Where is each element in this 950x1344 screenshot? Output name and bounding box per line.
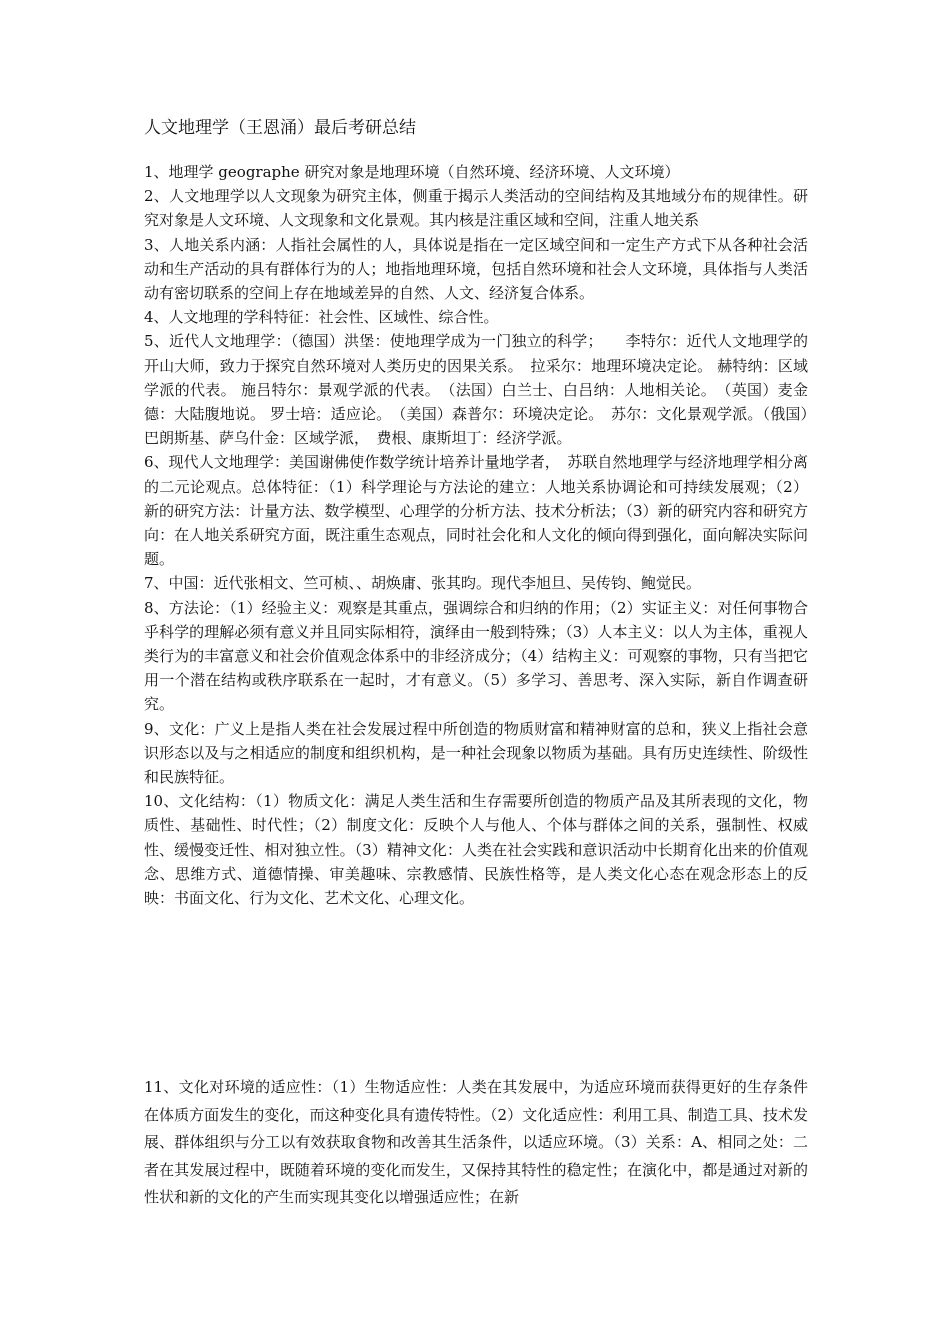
paragraph-8: 8、方法论：（1）经验主义：观察是其重点，强调综合和归纳的作用；（2）实证主义：对任何事物合乎科学的理解必须有意义并且同实际相符，演绎由一般到特殊；（3）人本主义：以人为主体，重视人类行为的丰富意义和社会价值观念体系中的非经济成分；（4）结构主义：可观察的事物，只有当把它用一个潜在结构或秩序联系在一起时，才有意义。（5）多学习、善思考、深入实际，新自作调查研究。 [144, 598, 808, 714]
paragraph-9: 9、文化：广义上是指人类在社会发展过程中所创造的物质财富和精神财富的总和，狭义上指社会意识形态以及与之相适应的制度和组织机构，是一种社会现象以物质为基础。具有历史连续性、阶级性和民族特征。 [144, 719, 808, 787]
paragraph-1: 1、地理学 geographe 研究对象是地理环境（自然环境、经济环境、人文环境） [144, 163, 680, 181]
document-title: 人文地理学（王恩涌）最后考研总结 [144, 118, 416, 138]
paragraph-5: 5、近代人文地理学：（德国）洪堡：使地理学成为一门独立的科学； 李特尔：近代人文地理学的开山大师，致力于探究自然环境对人类历史的因果关系。 拉采尔：地理环境决定论。 赫特纳：区域学派的代表。 施吕特尔：景观学派的代表。 （法国）白兰士、白吕纳：人地相关论。 （英国）麦金德：大陆腹地说。 罗士培：适应论。 （美国）森普尔：环境决定论。 苏尔：文化景观学派。（俄国）巴朗斯基、萨乌什金：区域学派， 费根、康斯坦丁：经济学派。 [144, 332, 808, 448]
paragraph-4: 4、人文地理的学科特征：社会性、区域性、综合性。 [144, 308, 499, 327]
paragraph-list-continued [144, 1074, 808, 1212]
paragraph-6: 6、现代人文地理学：美国谢佛使作数学统计培养计量地学者， 苏联自然地理学与经济地理学相分离的二元论观点。总体特征：（1）科学理论与方法论的建立：人地关系协调论和可持续发展观；（2）新的研究方法：计量方法、数学模型、心理学的分析方法、技术分析法；（3）新的研究内容和研究方向：在人地关系研究方面，既注重生态观点，同时社会化和人文化的倾向得到强化，面向解决实际问题。 [144, 453, 808, 569]
paragraph-2: 2、人文地理学以人文现象为研究主体，侧重于揭示人类活动的空间结构及其地域分布的规律性。研究对象是人文环境、人文现象和文化景观。其内核是注重区域和空间，注重人地关系 [144, 187, 808, 230]
paragraph-7: 7、中国：近代张相文、竺可桢、、胡焕庸、张其昀。现代李旭旦、吴传钧、鲍觉民。 [144, 574, 702, 593]
paragraph-10: 10、文化结构：（1）物质文化：满足人类生活和生存需要所创造的物质产品及其所表现的文化，物质性、基础性、时代性；（2）制度文化：反映个人与他人、个体与群体之间的关系，强制性、权威性、缓慢变迁性、相对独立性。（3）精神文化：人类在社会实践和意识活动中长期育化出来的价值观念、思维方式、道德情操、审美趣味、宗教感情、民族性格等，是人类文化心态在观念形态上的反映：书面文化、行为文化、艺术文化、心理文化。 [144, 792, 808, 908]
paragraph-11: 11、文化对环境的适应性：（1）生物适应性：人类在其发展中，为适应环境而获得更好的生存条件在体质方面发生的变化，而这种变化具有遗传特性。（2）文化适应性：利用工具、制造工具、技术发展、群体组织与分工以有效获取食物和改善其生活条件，以适应环境。（3）关系：A、相同之处：二者在其发展过程中，既随着环境的变化而发生，又保持其特性的稳定性；在演化中，都是通过对新的性状和新的文化的产生而实现其变化以增强适应性；在新 [144, 1078, 808, 1206]
paragraph-list [144, 160, 808, 910]
paragraph-3: 3、人地关系内涵：人指社会属性的人，具体说是指在一定区域空间和一定生产方式下从各种社会活动和生产活动的具有群体行为的人；地指地理环境，包括自然环境和社会人文环境，具体指与人类活动有密切联系的空间上存在地域差异的自然、人文、经济复合体系。 [144, 235, 808, 303]
